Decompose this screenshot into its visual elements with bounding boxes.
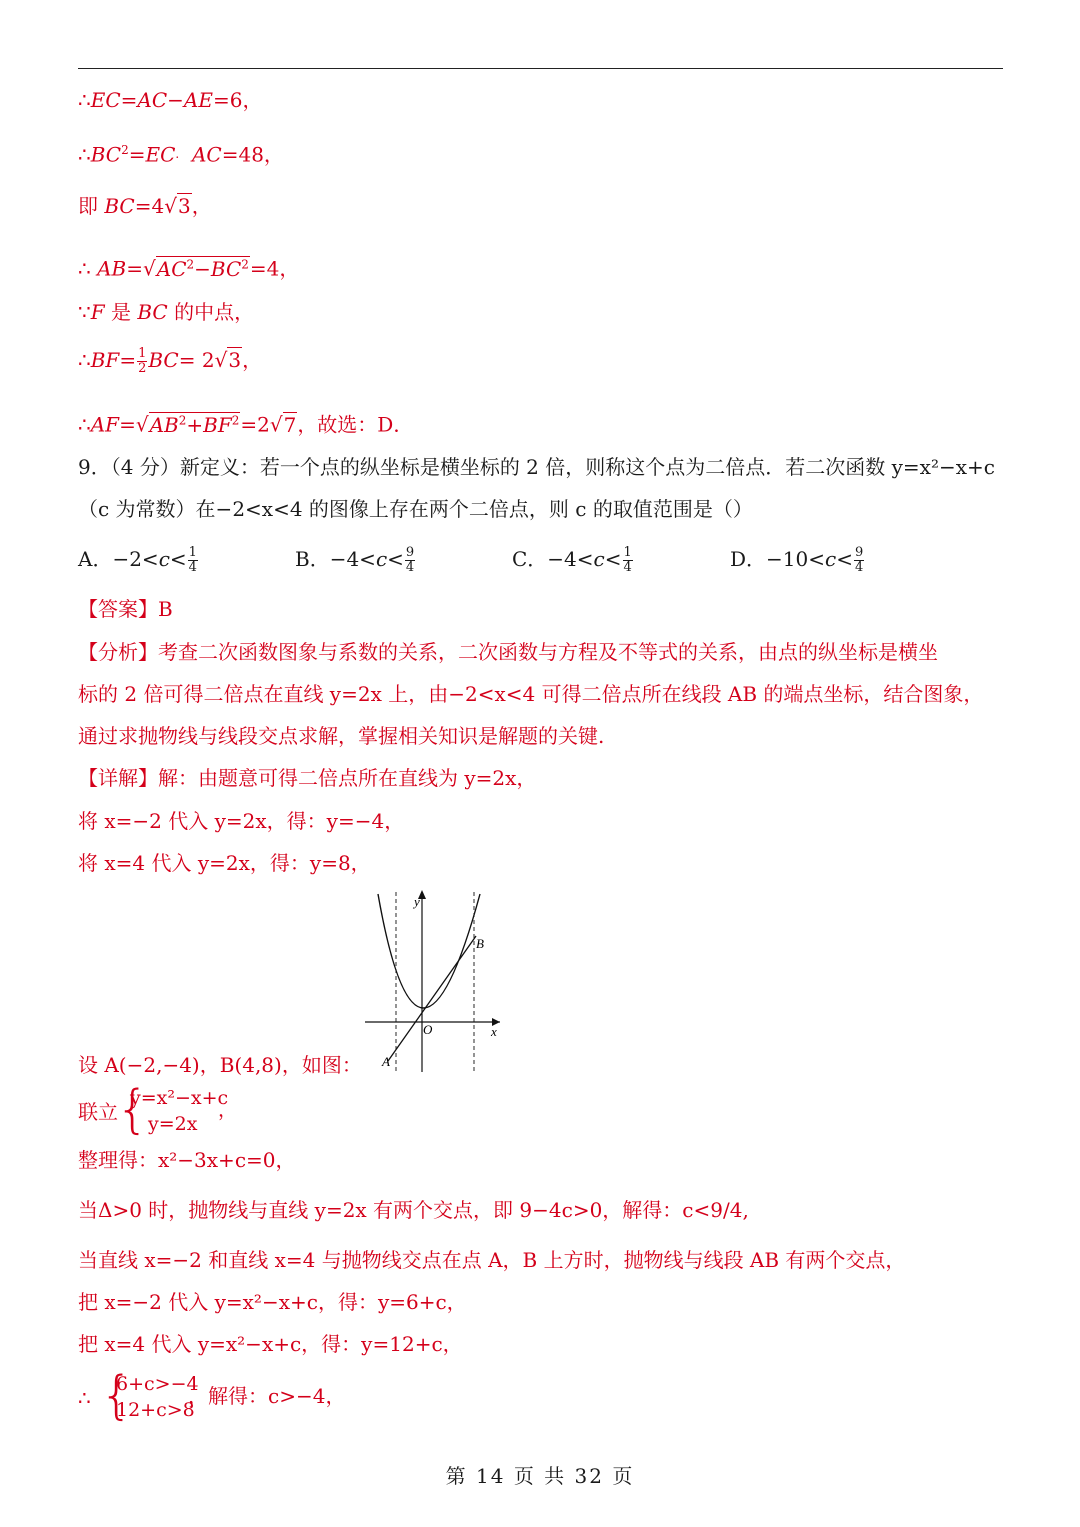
- solution-line-2: $\therefore BC^2=EC\cdot AC=48$，: [78, 142, 284, 167]
- solution-line-3: 即 BC=4√3，: [78, 194, 212, 218]
- header-rule: [78, 68, 1003, 69]
- page-footer: 第 14 页 共 32 页: [445, 1464, 635, 1488]
- question-line-1: 9．（4 分）新定义：若一个点的纵坐标是横坐标的 2 倍，则称这个点为二倍点．若二次函数 y=x²−x+c: [78, 455, 995, 479]
- detail-line-1: 【详解】解：由题意可得二倍点所在直线为 y=2x，: [78, 766, 537, 790]
- solution-line-1: ∴EC=AC−AE=6，: [78, 88, 263, 112]
- question-text-1: 新定义：若一个点的纵坐标是横坐标的 2 倍，则称这个点为二倍点．若二次函数 y=x²−x+c: [179, 455, 995, 479]
- solution-line-7: $\therefore AF=√AB^2+BF^2=2√7$，故选：D．: [78, 412, 414, 437]
- detail-line-2: 将 x=−2 代入 y=2x，得：y=−4，: [78, 809, 405, 833]
- detail-line-6: 当Δ>0 时，抛物线与直线 y=2x 有两个交点，即 9−4c>0，解得：c<9/4,: [78, 1198, 749, 1222]
- analysis-line-1: 【分析】考查二次函数图象与系数的关系，二次函数与方程及不等式的关系，由点的纵坐标是横坐: [78, 640, 938, 664]
- equation-system-1: 联立 { y=x²−x+c y=2x ，: [78, 1080, 238, 1140]
- detail-line-5: 整理得：x²−3x+c=0，: [78, 1148, 296, 1172]
- origin-label: O: [423, 1022, 433, 1037]
- parabola-graph: [360, 886, 510, 1076]
- detail-line-8: 把 x=−2 代入 y=x²−x+c，得：y=6+c，: [78, 1290, 467, 1314]
- detail-line-4: 设 A(−2,−4)，B(4,8)，如图：: [78, 1053, 362, 1077]
- option-c[interactable]: C．−4<c< $\frac{1}{4}$: [512, 545, 632, 575]
- answer-line: 【答案】B: [78, 597, 173, 621]
- point-b-label: B: [476, 936, 484, 951]
- solution-line-5: ∵F 是 BC 的中点，: [78, 300, 255, 324]
- option-d[interactable]: D．−10<c< $\frac{9}{4}$: [730, 545, 864, 575]
- y-axis-label: y: [414, 894, 420, 909]
- analysis-line-3: 通过求抛物线与线段交点求解，掌握相关知识是解题的关键.: [78, 724, 605, 748]
- solution-line-6: ∴BF= $\frac{1}{2}$ BC= 2√3，: [78, 346, 263, 376]
- brace-icon: {: [100, 1366, 134, 1426]
- question-line-2: （c 为常数）在−2<x<4 的图像上存在两个二倍点，则 c 的取值范围是（）: [78, 497, 753, 521]
- option-a[interactable]: A．−2<c< $\frac{1}{4}$: [78, 545, 197, 575]
- detail-line-7: 当直线 x=−2 和直线 x=4 与抛物线交点在点 A，B 上方时，抛物线与线段 AB 有两个交点，: [78, 1248, 906, 1272]
- detail-line-9: 把 x=4 代入 y=x²−x+c，得：y=12+c，: [78, 1332, 463, 1356]
- solution-line-4: ∴ $AB=√AC^2-BC^2=4$，: [78, 256, 300, 281]
- equation-system-2: ∴ { 6+c>−4 12+c>8 ，解得：c>−4，: [78, 1366, 346, 1426]
- option-b[interactable]: B．−4<c< $\frac{9}{4}$: [295, 545, 415, 575]
- detail-line-3: 将 x=4 代入 y=2x，得：y=8，: [78, 851, 371, 875]
- line-y-2x: [388, 936, 476, 1061]
- x-axis-label: x: [491, 1024, 497, 1039]
- point-a-label: A: [382, 1054, 390, 1069]
- analysis-line-2: 标的 2 倍可得二倍点在直线 y=2x 上，由−2<x<4 可得二倍点所在线段 AB 的端点坐标，结合图象，: [78, 682, 984, 706]
- brace-icon: {: [116, 1080, 150, 1140]
